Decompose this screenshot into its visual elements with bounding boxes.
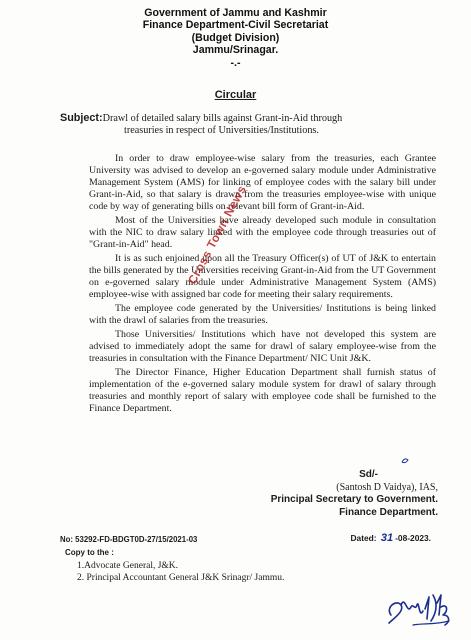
header-division: (Budget Division) xyxy=(191,31,280,44)
watermark-stamp: Cross Town News xyxy=(185,182,249,287)
circular-body xyxy=(89,153,436,417)
signatory-name: (Santosh D Vaidya), IAS, xyxy=(336,481,438,493)
subject-line-1: Drawl of detailed salary bills against Grant-in-Aid through xyxy=(102,113,343,124)
paragraph-6: The Director Finance, Higher Education Department shall furnish status of implementation of the e-governed salary module system for drawl of salary through treasuries and monthly report of salary with employee code shall be furnished to the Finance Department. xyxy=(89,367,436,415)
header-government: Government of Jammu and Kashmir xyxy=(144,7,327,19)
copy-to-item: 1.Advocate General, J&K. xyxy=(77,561,179,571)
subject-line-2: treasuries in respect of Universities/Institutions. xyxy=(124,125,319,136)
paragraph-4: The employee code generated by the Universities/ Institutions is being linked with the drawl of salaries from the treasuries. xyxy=(89,303,436,326)
date-line xyxy=(351,532,432,544)
paragraph-2: Most of the Universities have already developed such module in consultation with the NIC to draw salary linked with the employee code through treasuries out of "Grant-in-Aid" head. xyxy=(89,214,436,250)
dated-label: Dated: xyxy=(350,533,377,543)
signatory-designation: Principal Secretary to Government. xyxy=(270,494,438,506)
dated-month-year: -08-2023. xyxy=(395,533,431,543)
subject-block xyxy=(60,112,440,137)
header-separator: -.- xyxy=(230,56,241,69)
letterhead xyxy=(0,7,471,69)
header-location: Jammu/Srinagar. xyxy=(192,44,279,57)
subject-label: Subject: xyxy=(60,112,103,124)
copy-to-label: Copy to the : xyxy=(65,548,114,557)
initial-mark xyxy=(400,456,410,466)
signatory-department: Finance Department. xyxy=(339,506,438,518)
sd-mark: Sd/- xyxy=(359,469,378,480)
copy-to-item: 2. Principal Accountant General J&K Srinagr/ Jammu. xyxy=(77,573,285,584)
signature-block xyxy=(271,469,438,519)
reference-number: No: 53292-FD-BDGT0D-27/15/2021-03 xyxy=(60,535,198,544)
paragraph-1: In order to draw employee-wise salary from the treasuries, each Grantee University was advised to develop an e-governed salary module under Administrative Management System (AMS) for linking of employee codes with the salary bill under Grant-in-Aid, so that salary is drawn from the treasuries employee-wise with unique code by way of generating bills on relevant bill form of Grant-in-Aid. xyxy=(89,153,436,212)
document-title: Circular xyxy=(214,89,257,101)
paragraph-3: It is as such enjoined upon all the Treasury Officer(s) of UT of J&K to entertain the bills generated by the Universities receiving Grant-in-Aid from the UT Government on e-governed salary module under Administrative Management System (AMS) employee-wise with assigned bar code for meeting their salary requirements. xyxy=(89,253,436,300)
paragraph-5: Those Universities/ Institutions which have not developed this system are advised to immediately adopt the same for drawl of salary employee-wise from the treasuries in consultation with the Finance Department/ NIC Unit J&K. xyxy=(89,329,436,365)
copy-to-list xyxy=(77,560,284,585)
handwritten-signature-icon xyxy=(383,585,455,633)
header-department: Finance Department-Civil Secretariat xyxy=(142,19,329,32)
dated-day: 31 xyxy=(380,532,394,544)
